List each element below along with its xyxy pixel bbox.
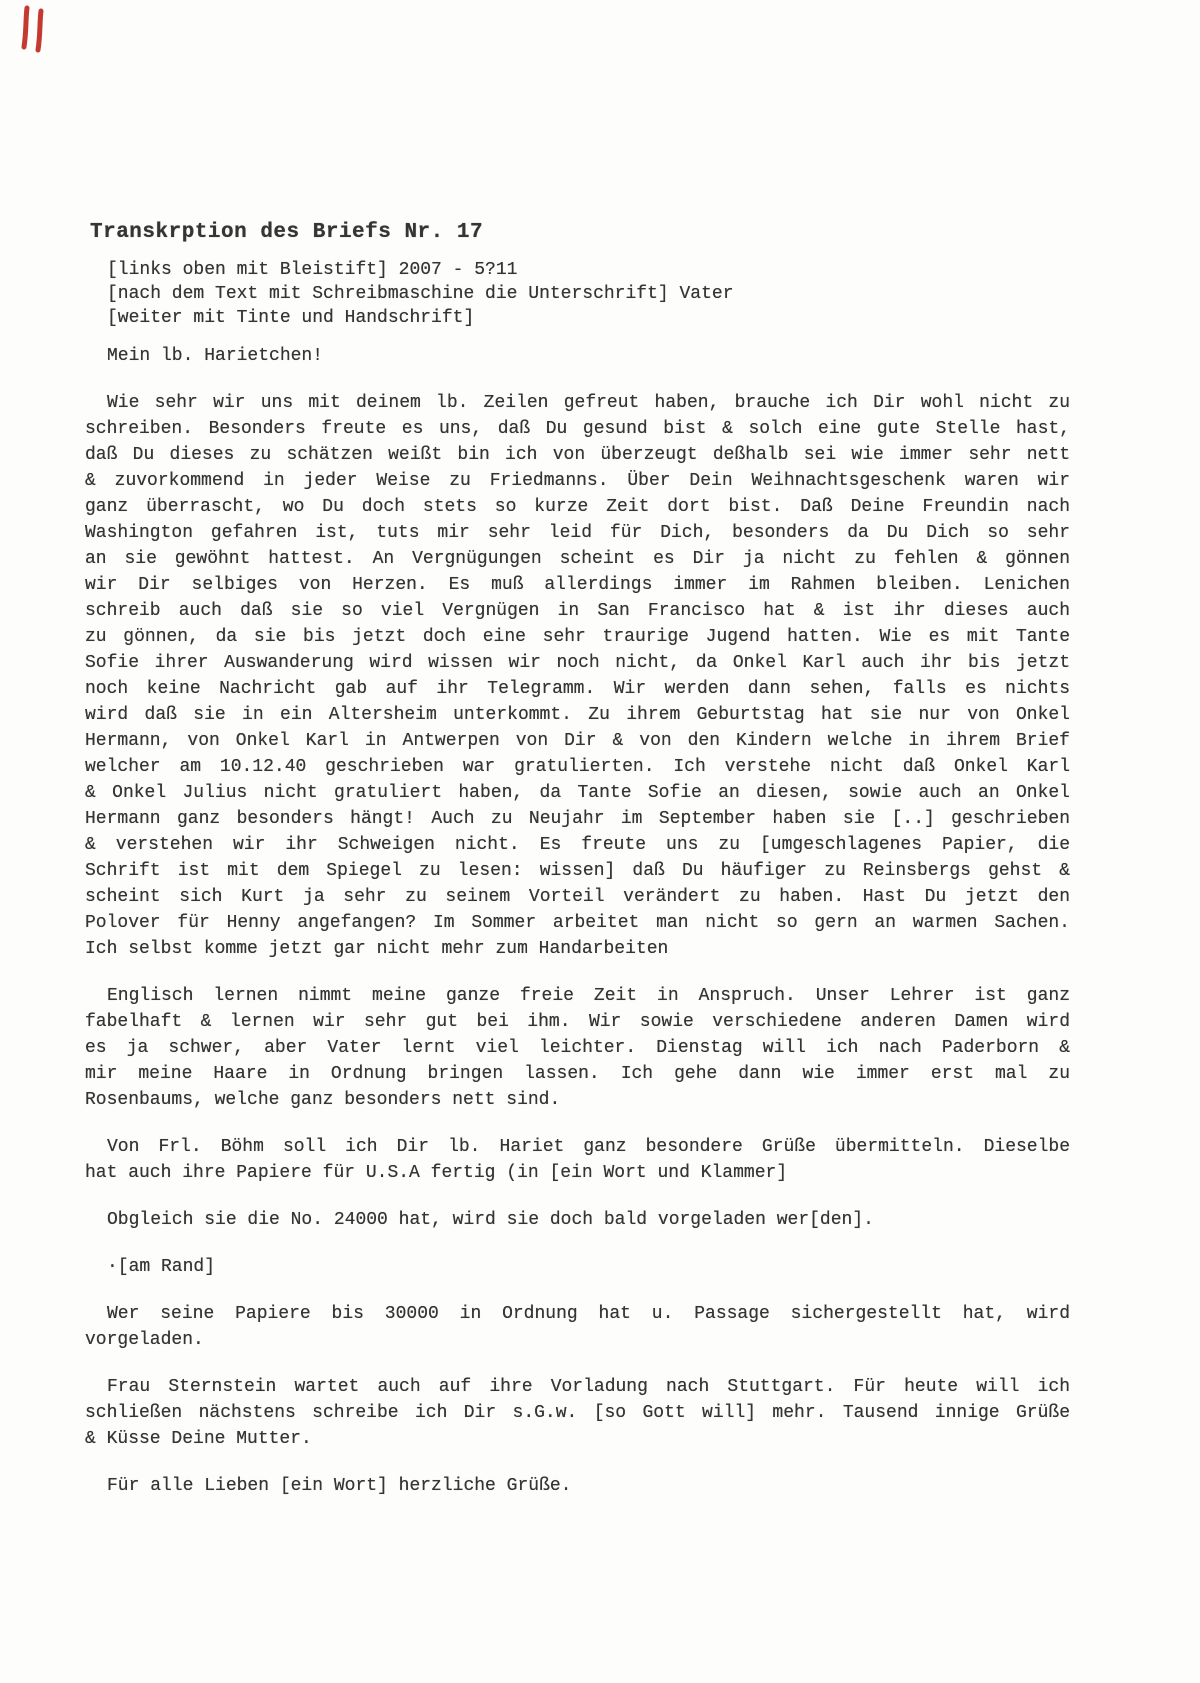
text-line: schließen nächstens schreibe ich Dir s.G.w. [so Gott will] mehr. Tausend innige Grüße bbox=[85, 1403, 1070, 1423]
text-line: & Küsse Deine Mutter. bbox=[85, 1429, 312, 1449]
text-line: Frau Sternstein wartet auch auf ihre Vorladung nach Stuttgart. Für heute will ich bbox=[107, 1377, 1070, 1397]
text-line: Englisch lernen nimmt meine ganze freie Zeit in Anspruch. Unser Lehrer ist ganz bbox=[107, 986, 1070, 1006]
text-line: Wie sehr wir uns mit deinem lb. Zeilen gefreut haben, brauche ich Dir wohl nicht zu bbox=[107, 393, 1070, 413]
text-line: Von Frl. Böhm soll ich Dir lb. Hariet ganz besondere Grüße übermitteln. Dieselbe bbox=[107, 1137, 1070, 1157]
text-line: & Onkel Julius nicht gratuliert haben, da Tante Sofie an diesen, sowie auch an Onkel bbox=[85, 783, 1070, 803]
annotation-block bbox=[85, 258, 1070, 330]
text-line: ganz überrascht, wo Du doch stets so kurze Zeit dort bist. Daß Deine Freundin nach bbox=[85, 497, 1070, 517]
letter-paragraph bbox=[85, 1207, 1070, 1233]
text-line: Hermann ganz besonders hängt! Auch zu Neujahr im September haben sie [..] geschrieben bbox=[85, 809, 1070, 829]
text-line: Washington gefahren ist, tuts mir sehr leid für Dich, besonders da Du Dich so sehr bbox=[85, 523, 1070, 543]
annotation-line: [links oben mit Bleistift] 2007 - 5?11 bbox=[107, 260, 518, 280]
text-line: Ich selbst komme jetzt gar nicht mehr zum Handarbeiten bbox=[85, 939, 669, 959]
text-line: zu gönnen, da sie bis jetzt doch eine sehr traurige Jugend hatten. Wie es mit Tante bbox=[85, 627, 1070, 647]
text-line: wird daß sie in ein Altersheim unterkommt. Zu ihrem Geburtstag hat sie nur von Onkel bbox=[85, 705, 1070, 725]
text-line: & verstehen wir ihr Schweigen nicht. Es freute uns zu [umgeschlagenes Papier, die bbox=[85, 835, 1070, 855]
text-line: schreib auch daß sie so viel Vergnügen in San Francisco hat & ist ihr dieses auch bbox=[85, 601, 1070, 621]
letter-body bbox=[85, 390, 1070, 1499]
annotation-line: [weiter mit Tinte und Handschrift] bbox=[107, 308, 475, 328]
salutation-line: Mein lb. Harietchen! bbox=[107, 346, 324, 366]
page-title: Transkrption des Briefs Nr. 17 bbox=[90, 221, 484, 244]
text-line: Sofie ihrer Auswanderung wird wissen wir noch nicht, da Onkel Karl auch ihr bis jetzt bbox=[85, 653, 1070, 673]
letter-transcription bbox=[85, 219, 1070, 1499]
text-line: hat auch ihre Papiere für U.S.A fertig (in [ein Wort und Klammer] bbox=[85, 1163, 788, 1183]
text-line: Obgleich sie die No. 24000 hat, wird sie doch bald vorgeladen wer[den]. bbox=[107, 1210, 874, 1230]
text-line: Hermann, von Onkel Karl in Antwerpen von Dir & von den Kindern welche in ihrem Brief bbox=[85, 731, 1070, 751]
letter-paragraph bbox=[85, 983, 1070, 1113]
text-line: scheint sich Kurt ja sehr zu seinem Vorteil verändert zu haben. Hast Du jetzt den bbox=[85, 887, 1070, 907]
text-line: vorgeladen. bbox=[85, 1330, 204, 1350]
text-line: Rosenbaums, welche ganz besonders nett sind. bbox=[85, 1090, 561, 1110]
text-line: noch keine Nachricht gab auf ihr Telegramm. Wir werden dann sehen, falls es nichts bbox=[85, 679, 1070, 699]
letter-paragraph bbox=[85, 1301, 1070, 1353]
letter-paragraph bbox=[85, 1134, 1070, 1186]
text-line: Polover für Henny angefangen? Im Sommer arbeitet man nicht so gern an warmen Sachen. bbox=[85, 913, 1070, 933]
text-line: & zuvorkommend in jeder Weise zu Friedmanns. Über Dein Weihnachtsgeschenk waren wir bbox=[85, 471, 1070, 491]
text-line: an sie gewöhnt hattest. An Vergnügungen scheint es Dir ja nicht zu fehlen & gönnen bbox=[85, 549, 1070, 569]
text-line: daß Du dieses zu schätzen weißt bin ich von überzeugt deßhalb sei wie immer sehr nett bbox=[85, 445, 1070, 465]
text-line: mir meine Haare in Ordnung bringen lassen. Ich gehe dann wie immer erst mal zu bbox=[85, 1064, 1070, 1084]
text-line: es ja schwer, aber Vater lernt viel leichter. Dienstag will ich nach Paderborn & bbox=[85, 1038, 1070, 1058]
text-line: Wer seine Papiere bis 30000 in Ordnung hat u. Passage sichergestellt hat, wird bbox=[107, 1304, 1070, 1324]
text-line: Für alle Lieben [ein Wort] herzliche Grüße. bbox=[107, 1476, 572, 1496]
letter-paragraph bbox=[85, 390, 1070, 962]
text-line: Schrift ist mit dem Spiegel zu lesen: wissen] daß Du häufiger zu Reinsbergs gehst & bbox=[85, 861, 1070, 881]
text-line: welcher am 10.12.40 geschrieben war gratulierten. Ich verstehe nicht daß Onkel Karl bbox=[85, 757, 1070, 777]
letter-paragraph bbox=[85, 1374, 1070, 1452]
text-line: wir Dir selbiges von Herzen. Es muß allerdings immer im Rahmen bleiben. Lenichen bbox=[85, 575, 1070, 595]
text-line: fabelhaft & lernen wir sehr gut bei ihm. Wir sowie verschiedene anderen Damen wird bbox=[85, 1012, 1070, 1032]
text-line: schreiben. Besonders freute es uns, daß Du gesund bist & solch eine gute Stelle hast, bbox=[85, 419, 1070, 439]
letter-paragraph bbox=[85, 1254, 1070, 1280]
annotation-line: [nach dem Text mit Schreibmaschine die Unterschrift] Vater bbox=[107, 284, 734, 304]
letter-paragraph bbox=[85, 1473, 1070, 1499]
red-pen-mark-icon bbox=[19, 4, 55, 54]
text-line: ·[am Rand] bbox=[107, 1257, 216, 1277]
